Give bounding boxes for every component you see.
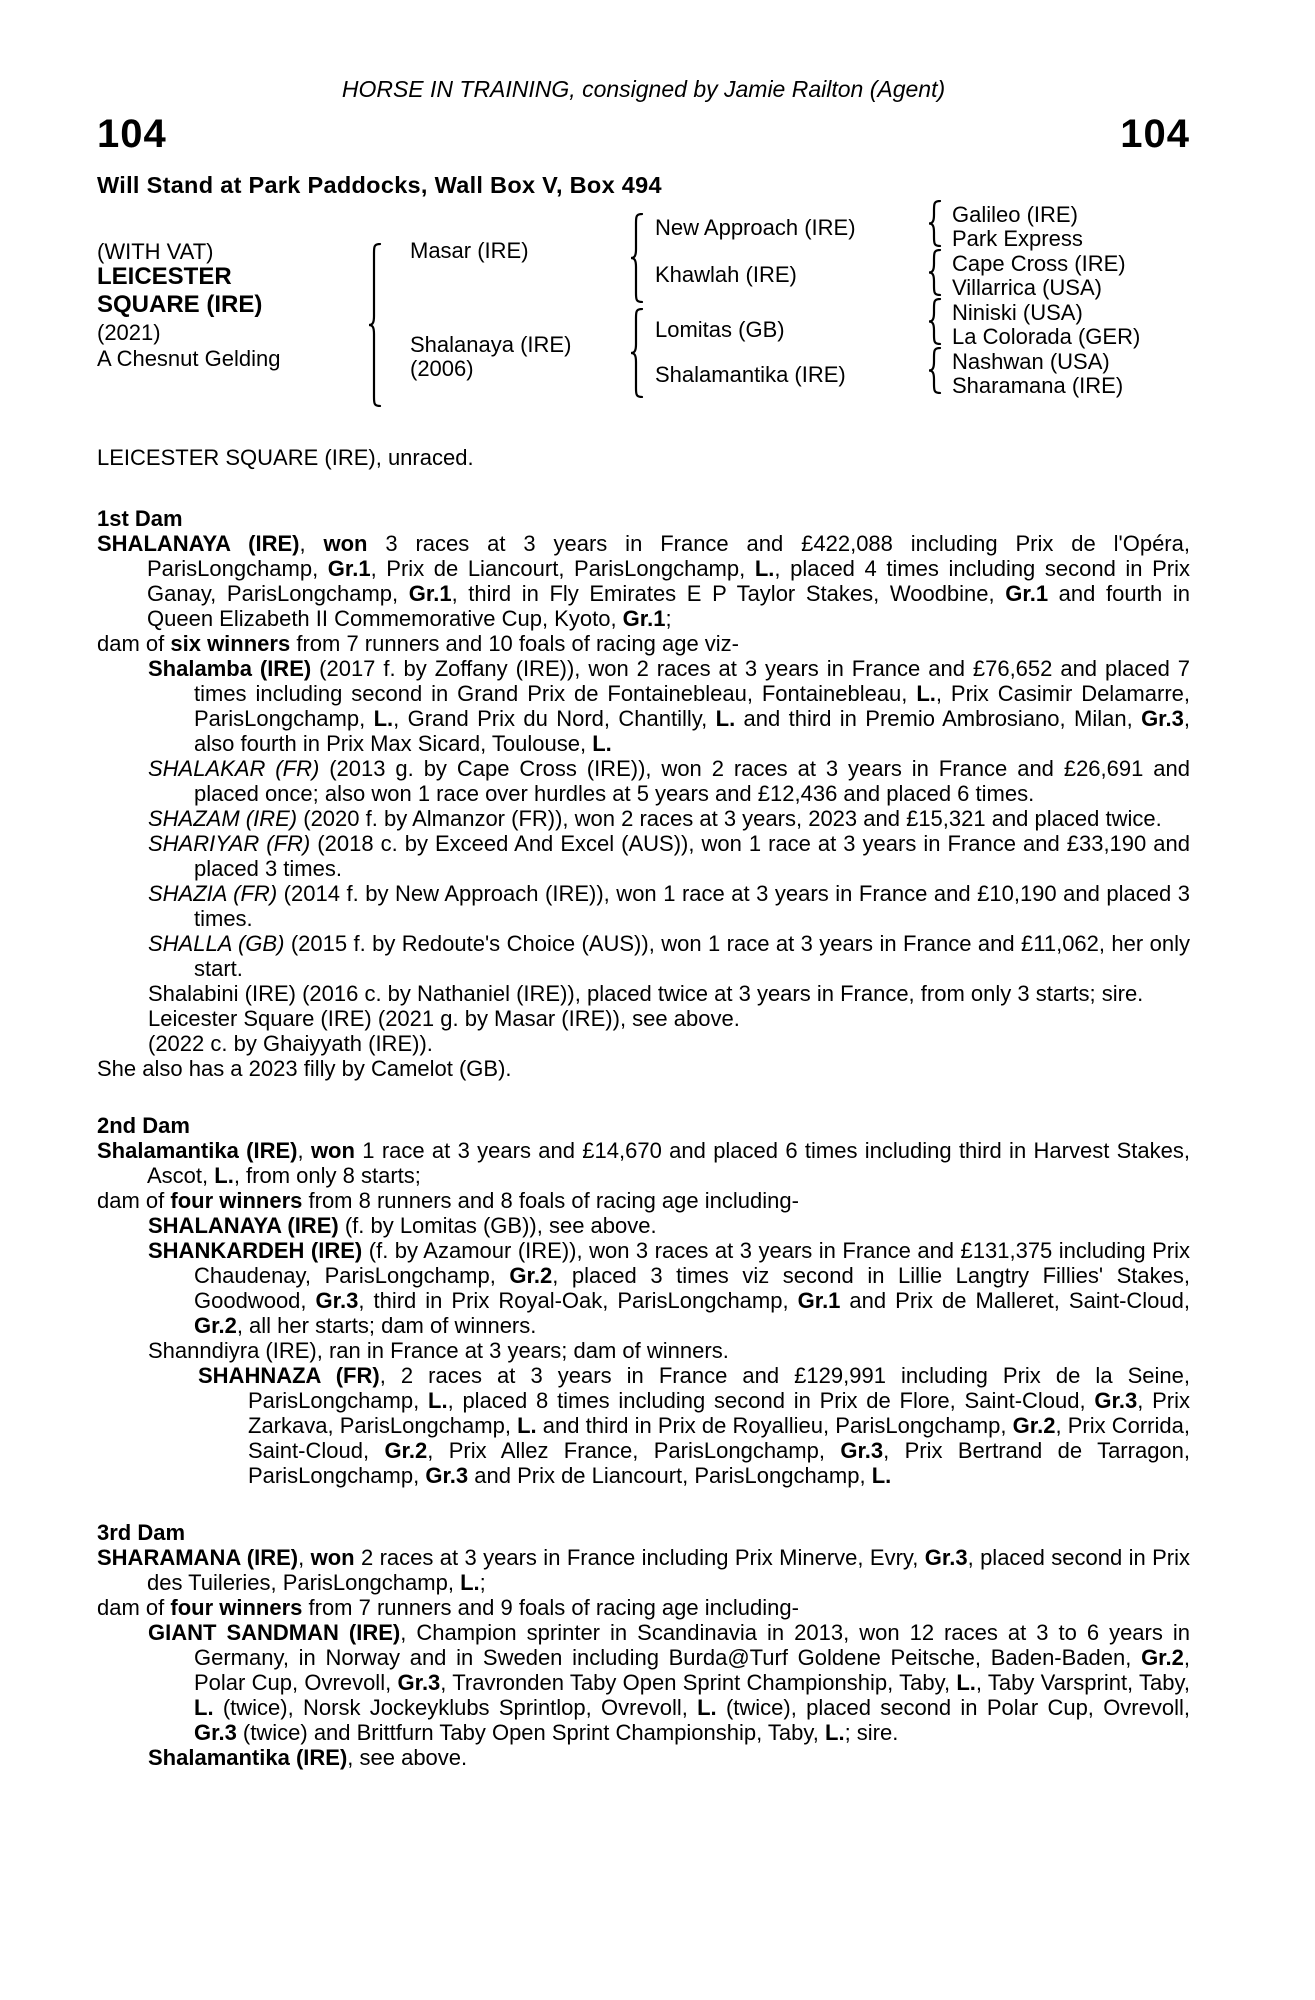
dam-name: Shalanaya (IRE) xyxy=(410,332,572,357)
pedigree-paragraph: SHARAMANA (IRE), won 2 races at 3 years in France including Prix Minerve, Evry, Gr.3, placed second in Prix des Tuileries, ParisLongchamp, L.; xyxy=(97,1545,1190,1595)
pedigree-paragraph: dam of four winners from 8 runners and 8 foals of racing age including- xyxy=(97,1188,799,1213)
great-grandparent-name: Villarrica (USA) xyxy=(952,275,1102,300)
sire-dam-name: Khawlah (IRE) xyxy=(655,262,797,287)
sire-sire-name: New Approach (IRE) xyxy=(655,215,856,240)
brace-icon xyxy=(928,249,942,296)
pedigree-paragraph: (2022 c. by Ghaiyyath (IRE)). xyxy=(148,1031,433,1056)
great-grandparent-name: Nashwan (USA) xyxy=(952,349,1110,374)
pedigree-paragraph: dam of six winners from 7 runners and 10 foals of racing age viz- xyxy=(97,631,740,656)
great-grandparent-name: Park Express xyxy=(952,226,1083,251)
pedigree-paragraph: Shalamantika (IRE), won 1 race at 3 years and £14,670 and placed 6 times including third in Harvest Stakes, Ascot, L., from only 8 starts; xyxy=(97,1138,1190,1188)
pedigree-tree xyxy=(0,0,1315,420)
stand-location-line: Will Stand at Park Paddocks, Wall Box V, Box 494 xyxy=(97,172,662,198)
brace-icon xyxy=(928,200,942,247)
dam-heading: 3rd Dam xyxy=(97,1520,186,1545)
pedigree-paragraph: SHALANAYA (IRE) (f. by Lomitas (GB)), see above. xyxy=(148,1213,657,1238)
horse-name-line2: SQUARE (IRE) xyxy=(97,291,263,318)
great-grandparent-name: Cape Cross (IRE) xyxy=(952,251,1126,276)
pedigree-paragraph: Leicester Square (IRE) (2021 g. by Masar (IRE)), see above. xyxy=(148,1006,740,1031)
pedigree-paragraph: dam of four winners from 7 runners and 9 foals of racing age including- xyxy=(97,1595,799,1620)
brace-icon xyxy=(928,347,942,394)
pedigree-paragraph: She also has a 2023 filly by Camelot (GB). xyxy=(97,1056,512,1081)
lot-number-right: 104 xyxy=(1120,112,1190,156)
sire-name: Masar (IRE) xyxy=(410,238,529,263)
pedigree-paragraph: SHALAKAR (FR) (2013 g. by Cape Cross (IRE)), won 2 races at 3 years in France and £26,691 and placed once; also won 1 race over hurdles at 5 years and £12,436 and placed 6 times. xyxy=(148,756,1190,806)
dam-section xyxy=(97,506,1190,1081)
page-title: HORSE IN TRAINING, consigned by Jamie Railton (Agent) xyxy=(341,76,946,102)
catalogue-sections xyxy=(97,506,1190,1770)
dam-sire-name: Lomitas (GB) xyxy=(655,317,785,342)
pedigree-paragraph: SHAHNAZA (FR), 2 races at 3 years in France and £129,991 including Prix de la Seine, ParisLongchamp, L., placed 8 times including second in Prix de Flore, Saint-Cloud, Gr.3, Prix Zarkava, ParisLongchamp, L. and third in Prix de Royallieu, ParisLongchamp, Gr.2, Prix Corrida, Saint-Cloud, Gr.2, Prix Allez France, ParisLongchamp, Gr.3, Prix Bertrand de Tarragon, ParisLongchamp, Gr.3 and Prix de Liancourt, ParisLongchamp, L. xyxy=(198,1363,1191,1488)
lot-number-left: 104 xyxy=(97,112,167,156)
brace-icon xyxy=(630,213,644,303)
pedigree-paragraph: SHALLA (GB) (2015 f. by Redoute's Choice (AUS)), won 1 race at 3 years in France and £11,062, her only start. xyxy=(148,931,1190,981)
pedigree-paragraph: SHARIYAR (FR) (2018 c. by Exceed And Excel (AUS)), won 1 race at 3 years in France and £33,190 and placed 3 times. xyxy=(148,831,1190,881)
great-grandparent-name: La Colorada (GER) xyxy=(952,324,1141,349)
pedigree-paragraph: SHANKARDEH (IRE) (f. by Azamour (IRE)), won 3 races at 3 years in France and £131,375 including Prix Chaudenay, ParisLongchamp, Gr.2, placed 3 times viz second in Lillie Langtry Fillies' Stakes, Goodwood, Gr.3, third in Prix Royal-Oak, ParisLongchamp, Gr.1 and Prix de Malleret, Saint-Cloud, Gr.2, all her starts; dam of winners. xyxy=(148,1238,1190,1338)
horse-foaled-year: (2021) xyxy=(97,320,161,345)
dam-dam-name: Shalamantika (IRE) xyxy=(655,362,846,387)
pedigree-paragraph: SHAZIA (FR) (2014 f. by New Approach (IRE)), won 1 race at 3 years in France and £10,190 and placed 3 times. xyxy=(148,881,1191,931)
brace-icon xyxy=(368,243,382,407)
dam-section xyxy=(97,1113,1190,1488)
great-grandparent-name: Niniski (USA) xyxy=(952,300,1083,325)
brace-icon xyxy=(630,308,644,398)
pedigree-paragraph: Shanndiyra (IRE), ran in France at 3 years; dam of winners. xyxy=(148,1338,729,1363)
dam-heading: 1st Dam xyxy=(97,506,183,531)
dam-heading: 2nd Dam xyxy=(97,1113,190,1138)
horse-description: A Chesnut Gelding xyxy=(97,346,281,371)
pedigree-paragraph: SHAZAM (IRE) (2020 f. by Almanzor (FR)), won 2 races at 3 years, 2023 and £15,321 and placed twice. xyxy=(148,806,1162,831)
great-grandparent-name: Sharamana (IRE) xyxy=(952,373,1124,398)
pedigree-paragraph: Shalabini (IRE) (2016 c. by Nathaniel (IRE)), placed twice at 3 years in France, from only 3 starts; sire. xyxy=(148,981,1144,1006)
great-grandparent-name: Galileo (IRE) xyxy=(952,202,1078,227)
horse-name-line1: LEICESTER xyxy=(97,263,232,290)
brace-icon xyxy=(928,298,942,345)
race-record-note: LEICESTER SQUARE (IRE), unraced. xyxy=(97,445,474,470)
pedigree-paragraph: SHALANAYA (IRE), won 3 races at 3 years in France and £422,088 including Prix de l'Opéra, ParisLongchamp, Gr.1, Prix de Liancourt, ParisLongchamp, L., placed 4 times including second in Prix Ganay, ParisLongchamp, Gr.1, third in Fly Emirates E P Taylor Stakes, Woodbine, Gr.1 and fourth in Queen Elizabeth II Commemorative Cup, Kyoto, Gr.1; xyxy=(97,531,1190,631)
dam-section xyxy=(97,1520,1190,1770)
pedigree-paragraph: Shalamba (IRE) (2017 f. by Zoffany (IRE)), won 2 races at 3 years in France and £76,652 and placed 7 times including second in Grand Prix de Fontainebleau, Fontainebleau, L., Prix Casimir Delamarre, ParisLongchamp, L., Grand Prix du Nord, Chantilly, L. and third in Premio Ambrosiano, Milan, Gr.3, also fourth in Prix Max Sicard, Toulouse, L. xyxy=(148,656,1190,756)
pedigree-paragraph: Shalamantika (IRE), see above. xyxy=(148,1745,468,1770)
pedigree-paragraph: GIANT SANDMAN (IRE), Champion sprinter in Scandinavia in 2013, won 12 races at 3 to 6 years in Germany, in Norway and in Sweden including Burda@Turf Goldene Peitsche, Baden-Baden, Gr.2, Polar Cup, Ovrevoll, Gr.3, Travronden Taby Open Sprint Championship, Taby, L., Taby Varsprint, Taby, L. (twice), Norsk Jockeyklubs Sprintlop, Ovrevoll, L. (twice), placed second in Polar Cup, Ovrevoll, Gr.3 (twice) and Brittfurn Taby Open Sprint Championship, Taby, L.; sire. xyxy=(148,1620,1191,1745)
dam-year: (2006) xyxy=(410,356,474,381)
with-vat-label: (WITH VAT) xyxy=(97,239,214,264)
